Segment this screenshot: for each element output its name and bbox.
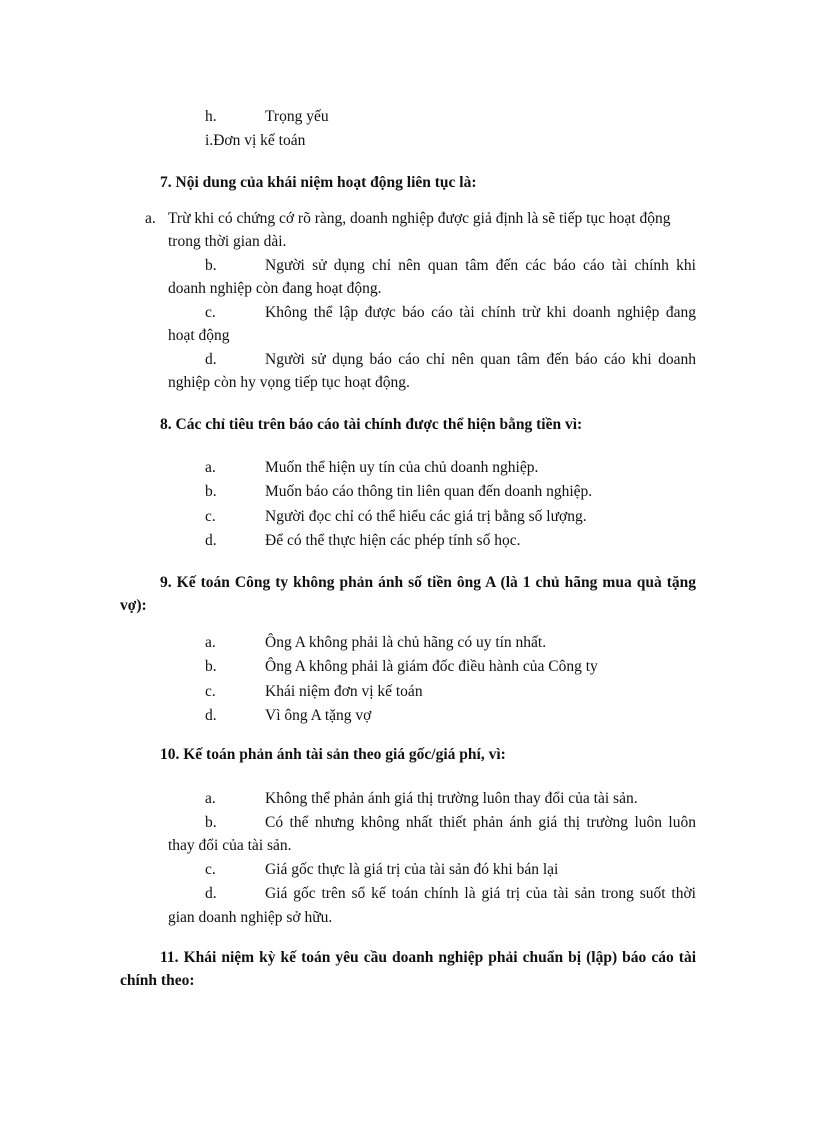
q8-option-c-text: Người đọc chỉ có thể hiểu các giá trị bằng số lượng. [265, 508, 587, 525]
q8-option-a-letter: a. [205, 459, 216, 476]
q7-option-a-line1: Trừ khi có chứng cớ rõ ràng, doanh nghiệp được giả định là sẽ tiếp tục hoạt động [168, 210, 671, 227]
q7-option-a-line2: trong thời gian dài. [168, 233, 287, 250]
q7-option-b-line1: Người sử dụng chỉ nên quan tâm đến các báo cáo tài chính khi [265, 257, 696, 274]
q10-option-b-line1: Có thể nhưng không nhất thiết phản ánh giá thị trường luôn luôn [265, 814, 696, 831]
question-11-title-line1: 11. Khái niệm kỳ kế toán yêu cầu doanh nghiệp phải chuẩn bị (lập) báo cáo tài [160, 949, 696, 966]
question-9-title-line2: vợ): [120, 597, 147, 614]
q8-option-d-text: Để có thể thực hiện các phép tính số học. [265, 532, 521, 549]
q7-option-c-letter: c. [205, 304, 216, 321]
q8-option-c-letter: c. [205, 508, 216, 525]
q9-option-b-text: Ông A không phải là giám đốc điều hành của Công ty [265, 658, 598, 675]
question-11-title-line2: chính theo: [120, 972, 195, 989]
q7-option-a-letter: a. [145, 210, 156, 227]
question-10-title: 10. Kế toán phản ánh tài sản theo giá gốc/giá phí, vì: [160, 746, 506, 763]
q10-option-a-letter: a. [205, 790, 216, 807]
q8-option-b-text: Muốn báo cáo thông tin liên quan đến doanh nghiệp. [265, 483, 593, 500]
option-letter: i. [205, 132, 214, 149]
q9-option-d-text: Vì ông A tặng vợ [265, 707, 372, 724]
option-i-text: Đơn vị kế toán [213, 132, 306, 149]
q7-option-c-line1: Không thể lập được báo cáo tài chính trừ khi doanh nghiệp đang [265, 304, 696, 321]
q10-option-b-letter: b. [205, 814, 217, 831]
q9-option-c-text: Khái niệm đơn vị kế toán [265, 683, 423, 700]
q8-option-a-text: Muốn thể hiện uy tín của chủ doanh nghiệp. [265, 459, 539, 476]
q9-option-d-letter: d. [205, 707, 217, 724]
q7-option-c-line2: hoạt động [168, 327, 230, 344]
option-i [205, 131, 305, 151]
q10-option-b-line2: thay đổi của tài sản. [168, 837, 292, 854]
q10-option-c-text: Giá gốc thực là giá trị của tài sản đó khi bán lại [265, 861, 559, 878]
q7-option-d-line2: nghiệp còn hy vọng tiếp tục hoạt động. [168, 374, 410, 391]
q7-option-b-letter: b. [205, 257, 217, 274]
question-7-title: 7. Nội dung của khái niệm hoạt động liên tục là: [160, 174, 477, 191]
question-9-title-line1: 9. Kế toán Công ty không phản ánh số tiền ông A (là 1 chủ hãng mua quà tặng [160, 574, 696, 591]
question-8-title: 8. Các chỉ tiêu trên báo cáo tài chính được thể hiện bằng tiền vì: [160, 416, 583, 433]
q9-option-a-letter: a. [205, 634, 216, 651]
option-h-text: Trọng yếu [265, 108, 329, 125]
q10-option-c-letter: c. [205, 861, 216, 878]
q7-option-d-letter: d. [205, 351, 217, 368]
q10-option-d-line2: gian doanh nghiệp sở hữu. [168, 909, 333, 926]
option-h [205, 107, 217, 127]
q10-option-a-text: Không thể phản ánh giá thị trường luôn thay đổi của tài sản. [265, 790, 638, 807]
q7-option-d-line1: Người sử dụng báo cáo chỉ nên quan tâm đến báo cáo khi doanh [265, 351, 696, 368]
q8-option-d-letter: d. [205, 532, 217, 549]
option-letter: h. [205, 108, 217, 125]
q10-option-d-letter: d. [205, 885, 217, 902]
q10-option-d-line1: Giá gốc trên sổ kế toán chính là giá trị của tài sản trong suốt thời [265, 885, 696, 902]
q8-option-b-letter: b. [205, 483, 217, 500]
q7-option-b-line2: doanh nghiệp còn đang hoạt động. [168, 280, 382, 297]
q9-option-c-letter: c. [205, 683, 216, 700]
q9-option-b-letter: b. [205, 658, 217, 675]
q9-option-a-text: Ông A không phải là chủ hãng có uy tín nhất. [265, 634, 547, 651]
